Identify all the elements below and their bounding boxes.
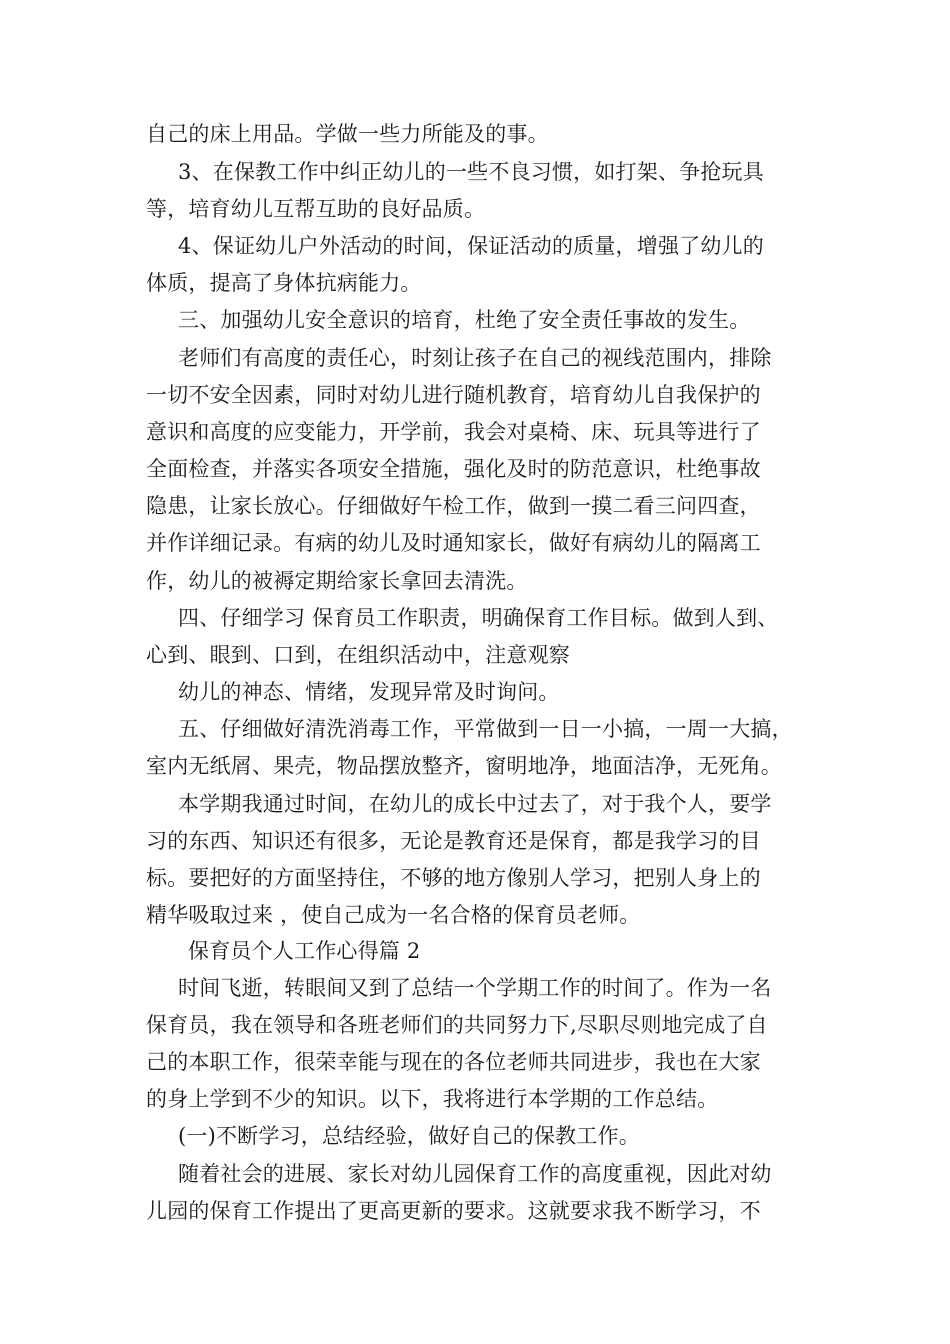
text-line: 的身上学到不少的知识。以下，我将进行本学期的工作总结。 — [146, 1087, 719, 1111]
text-line: 意识和高度的应变能力，开学前，我会对桌椅、床、玩具等进行了 — [146, 420, 761, 444]
text-line: 己的本职工作，很荣幸能与现在的各位老师共同进步，我也在大家 — [146, 1050, 761, 1074]
text-line: 室内无纸屑、果壳，物品摆放整齐，窗明地净，地面洁净，无死角。 — [146, 754, 782, 778]
text-line: 3、在保教工作中纠正幼儿的一些不良习惯，如打架、争抢玩具 — [178, 160, 764, 184]
section-heading: 五、仔细做好清洗消毒工作，平常做到一日一小搞，一周一大搞， — [178, 717, 793, 741]
text-line: 幼儿的神态、情绪，发现异常及时询问。 — [178, 680, 560, 704]
article-title: 保育员个人工作心得篇 2 — [188, 939, 421, 963]
text-line: 时间飞逝，转眼间又到了总结一个学期工作的时间了。作为一名 — [178, 976, 772, 1000]
text-line: 精华吸取过来 ，使自己成为一名合格的保育员老师。 — [146, 903, 641, 927]
text-line: 一切不安全因素，同时对幼儿进行随机教育，培育幼儿自我保护的 — [146, 383, 761, 407]
text-line: 作，幼儿的被褥定期给家长拿回去清洗。 — [146, 569, 528, 593]
text-line: 4、保证幼儿户外活动的时间，保证活动的质量，增强了幼儿的 — [178, 234, 764, 258]
text-line: 老师们有高度的责任心，时刻让孩子在自己的视线范围内，排除 — [178, 346, 772, 370]
text-line: 标。要把好的方面坚持住，不够的地方像别人学习，把别人身上的 — [146, 866, 761, 890]
text-line: 等，培育幼儿互帮互助的良好品质。 — [146, 197, 486, 221]
text-line: 心到、眼到、口到，在组织活动中，注意观察 — [146, 643, 570, 667]
section-heading: 三、加强幼儿安全意识的培育，杜绝了安全责任事故的发生。 — [178, 308, 751, 332]
text-line: 体质，提高了身体抗病能力。 — [146, 271, 422, 295]
text-line: 隐患，让家长放心。仔细做好午检工作，做到一摸二看三问四查， — [146, 494, 761, 518]
text-line: 儿园的保育工作提出了更高更新的要求。这就要求我不断学习，不 — [146, 1199, 761, 1223]
text-line: 随着社会的进展、家长对幼儿园保育工作的高度重视，因此对幼 — [178, 1162, 772, 1186]
text-line: 习的东西、知识还有很多，无论是教育还是保育，都是我学习的目 — [146, 829, 761, 853]
section-heading: (一)不断学习，总结经验，做好自己的保教工作。 — [178, 1124, 640, 1148]
text-line: 自己的床上用品。学做一些力所能及的事。 — [146, 122, 549, 146]
text-line: 并作详细记录。有病的幼儿及时通知家长，做好有病幼儿的隔离工 — [146, 531, 761, 555]
text-line: 本学期我通过时间，在幼儿的成长中过去了，对于我个人，要学 — [178, 792, 772, 816]
text-line: 全面检查，并落实各项安全措施，强化及时的防范意识，杜绝事故 — [146, 457, 761, 481]
text-line: 保育员，我在领导和各班老师们的共同努力下,尽职尽则地完成了自 — [146, 1013, 768, 1037]
section-heading: 四、仔细学习 保育员工作职责，明确保育工作目标。做到人到、 — [178, 606, 779, 630]
